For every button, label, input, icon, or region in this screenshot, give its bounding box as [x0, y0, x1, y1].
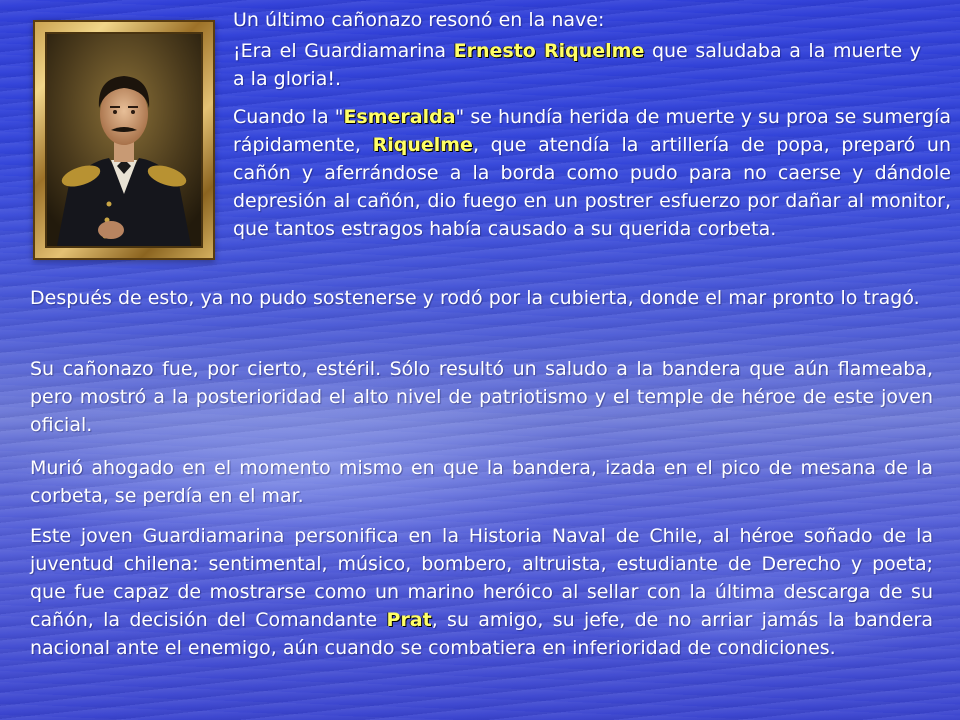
name-riquelme: Riquelme	[372, 134, 473, 156]
portrait-image	[47, 34, 201, 246]
sinking-text-3: , que atendía la artillería de popa, preparó un cañón y aferrándose a la borda como pudo para no caerse y dándole depresión al cañón, dio fuego en un postrer esfuerzo por dañar al monitor, que tantos estragos había causado a su querida corbeta.	[233, 134, 951, 240]
sinking-text-1: Cuando la "	[233, 106, 344, 128]
portrait-painting-icon	[47, 34, 201, 246]
paragraph-cannon-shot: Su cañonazo fue, por cierto, estéril. Sólo resultó un saludo a la bandera que aún flameaba, pero mostró a la posterioridad el alto nivel de patriotismo y el temple de héroe de este joven oficial.	[30, 358, 933, 436]
sinking-text-2: " se hundía herida de muerte y su proa se sumergía rápidamente,	[233, 106, 951, 156]
salute-text-start: ¡Era el Guardiamarina	[233, 40, 454, 62]
ship-name-esmeralda: Esmeralda	[343, 106, 456, 128]
paragraph-legacy	[30, 522, 933, 662]
paragraph-riquelme-salute	[233, 37, 921, 93]
legacy-text-2: , su amigo, su jefe, de no arriar jamás la bandera nacional ante el enemigo, aún cuando se combatiera en inferioridad de condiciones.	[30, 609, 933, 659]
paragraph-fall-overboard: Después de esto, ya no pudo sostenerse y rodó por la cubierta, donde el mar pronto lo tragó.	[30, 287, 920, 309]
name-ernesto-riquelme: Ernesto Riquelme	[453, 40, 645, 62]
paragraph-intro	[233, 6, 951, 34]
salute-text-end: que saludaba a la muerte y a la gloria!.	[233, 40, 921, 90]
intro-line: Un último cañonazo resonó en la nave:	[233, 9, 605, 31]
portrait-frame	[33, 20, 215, 260]
paragraph-esmeralda-sinking	[233, 103, 951, 243]
legacy-text-1: Este joven Guardiamarina personifica en la Historia Naval de Chile, al héroe soñado de la juventud chilena: sentimental, músico, bombero, altruista, estudiante de Derecho y poeta; que fue capaz de mostrarse como un marino heróico al sellar con la última descarga de su cañón, la decisión del Comandante	[30, 525, 933, 631]
paragraph-drowning: Murió ahogado en el momento mismo en que la bandera, izada en el pico de mesana de la corbeta, se perdía en el mar.	[30, 457, 933, 507]
name-prat: Prat	[386, 609, 432, 631]
